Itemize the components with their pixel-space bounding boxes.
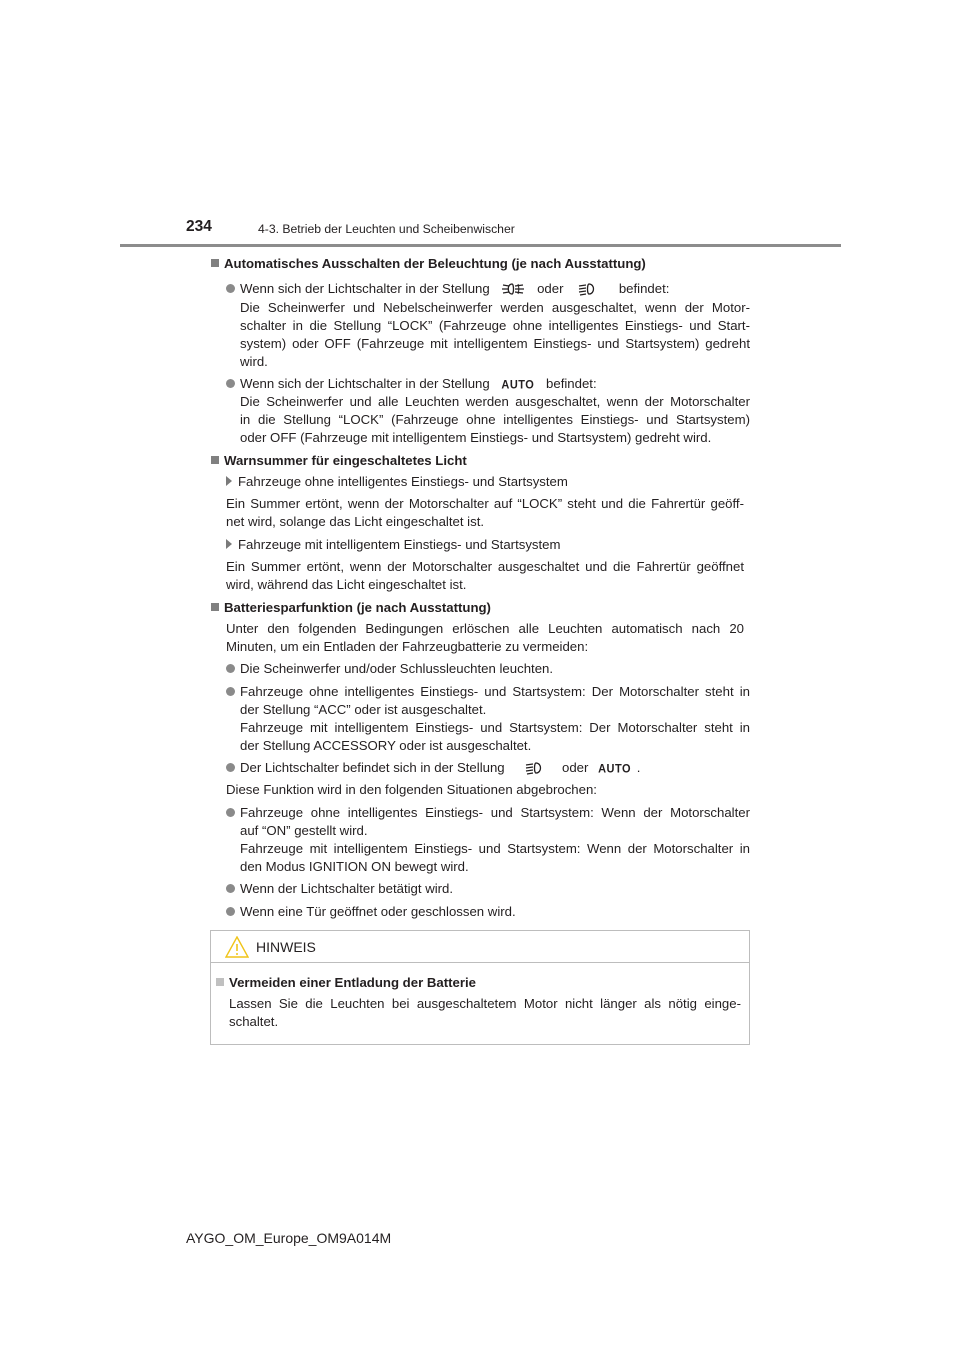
paragraph-line: schaltet.: [229, 1014, 279, 1029]
paragraph-line: Fahrzeuge mit intelligentem Einstiegs- und Startsystem: Der Motorschalter steht in: [240, 720, 750, 735]
triangle-bullet-icon: [226, 539, 232, 549]
section-title-buzzer: Warnsummer für eingeschaltetes Licht: [211, 452, 467, 470]
paragraph-line: Unter den folgenden Bedingungen erlöschen alle Leuchten automatisch nach 20: [226, 621, 744, 636]
sub-heading: Fahrzeuge mit intelligentem Einstiegs- und Startsystem: [226, 536, 561, 554]
paragraph-line: wird, während das Licht eingeschaltet ist.: [226, 577, 467, 592]
list-item: Fahrzeuge ohne intelligentes Einstiegs- und Startsystem: Wenn der Motorschalter: [226, 804, 750, 822]
circle-bullet-icon: [226, 284, 235, 293]
paragraph-line: wird.: [240, 354, 268, 369]
notice-box: [210, 930, 750, 1045]
auto-icon: AUTO: [501, 378, 535, 392]
paragraph-line: Minuten, um ein Entladen der Fahrzeugbatterie zu vermeiden:: [226, 639, 589, 654]
circle-bullet-icon: [226, 687, 235, 696]
list-item: Wenn sich der Lichtschalter in der Stellung AUTO befindet:: [226, 375, 597, 394]
circle-bullet-icon: [226, 884, 235, 893]
notice-title: Vermeiden einer Entladung der Batterie: [216, 974, 476, 992]
paragraph-line: system) oder OFF (Fahrzeuge mit intelligentem Einstiegs- und Startsystem) gedreht: [240, 336, 750, 351]
triangle-bullet-icon: [226, 476, 232, 486]
page-number: 234: [186, 218, 212, 235]
list-item: Wenn sich der Lichtschalter in der Stellung oder befindet:: [226, 280, 669, 301]
square-bullet-icon: [216, 978, 224, 986]
auto-icon: AUTO: [598, 762, 632, 776]
paragraph-line: schalter in die Stellung “LOCK” (Fahrzeuge ohne intelligentes Einstiegs- und Start-: [240, 318, 750, 333]
circle-bullet-icon: [226, 808, 235, 817]
paragraph-line: auf “ON” gestellt wird.: [240, 823, 368, 838]
notice-header: [211, 931, 749, 963]
paragraph-line: oder OFF (Fahrzeuge mit intelligentem Einstiegs- und Startsystem) gedreht wird.: [240, 430, 712, 445]
paragraph-line: der Stellung “ACC” oder ist ausgeschaltet.: [240, 702, 487, 717]
paragraph-line: Ein Summer ertönt, wenn der Motorschalter ausgeschaltet und die Fahrertür geöffnet: [226, 559, 744, 574]
list-item: Wenn der Lichtschalter betätigt wird.: [226, 880, 453, 898]
list-item: Fahrzeuge ohne intelligentes Einstiegs- und Startsystem: Der Motorschalter steht in: [226, 683, 750, 701]
warning-triangle-icon: [225, 936, 249, 961]
circle-bullet-icon: [226, 379, 235, 388]
notice-label: HINWEIS: [256, 939, 316, 955]
header-rule: [120, 244, 841, 247]
paragraph-line: Ein Summer ertönt, wenn der Motorschalter auf “LOCK” steht und die Fahrertür geöff-: [226, 496, 744, 511]
square-bullet-icon: [211, 456, 219, 464]
paragraph-line: net wird, solange das Licht eingeschaltet ist.: [226, 514, 485, 529]
paragraph-line: Lassen Sie die Leuchten bei ausgeschaltetem Motor nicht länger als nötig einge-: [229, 996, 741, 1011]
paragraph-line: Die Scheinwerfer und alle Leuchten werden ausgeschaltet, wenn der Motorschalter: [240, 394, 750, 409]
square-bullet-icon: [211, 259, 219, 267]
section-title-auto-off: Automatisches Ausschalten der Beleuchtung (je nach Ausstattung): [211, 255, 646, 273]
circle-bullet-icon: [226, 763, 235, 772]
circle-bullet-icon: [226, 907, 235, 916]
list-item: Der Lichtschalter befindet sich in der Stellung oder AUTO .: [226, 759, 640, 780]
section-title-battery: Batteriesparfunktion (je nach Ausstattung): [211, 599, 491, 617]
list-item: Die Scheinwerfer und/oder Schlussleuchten leuchten.: [226, 660, 553, 678]
paragraph-line: Diese Funktion wird in den folgenden Situationen abgebrochen:: [226, 782, 597, 797]
paragraph-line: in die Stellung “LOCK” (Fahrzeuge ohne intelligentes Einstiegs- und Startsystem): [240, 412, 750, 427]
headlight-icon: [524, 761, 548, 780]
square-bullet-icon: [211, 603, 219, 611]
list-item: Wenn eine Tür geöffnet oder geschlossen wird.: [226, 903, 516, 921]
circle-bullet-icon: [226, 664, 235, 673]
paragraph-line: den Modus IGNITION ON bewegt wird.: [240, 859, 469, 874]
paragraph-line: der Stellung ACCESSORY oder ist ausgeschaltet.: [240, 738, 532, 753]
paragraph-line: Fahrzeuge mit intelligentem Einstiegs- und Startsystem: Wenn der Motorschalter in: [240, 841, 750, 856]
document-code: AYGO_OM_Europe_OM9A014M: [186, 1230, 392, 1246]
paragraph-line: Die Scheinwerfer und Nebelscheinwerfer werden ausgeschaltet, wenn der Motor-: [240, 300, 750, 315]
chapter-title: 4-3. Betrieb der Leuchten und Scheibenwischer: [258, 222, 515, 236]
sub-heading: Fahrzeuge ohne intelligentes Einstiegs- und Startsystem: [226, 473, 568, 491]
